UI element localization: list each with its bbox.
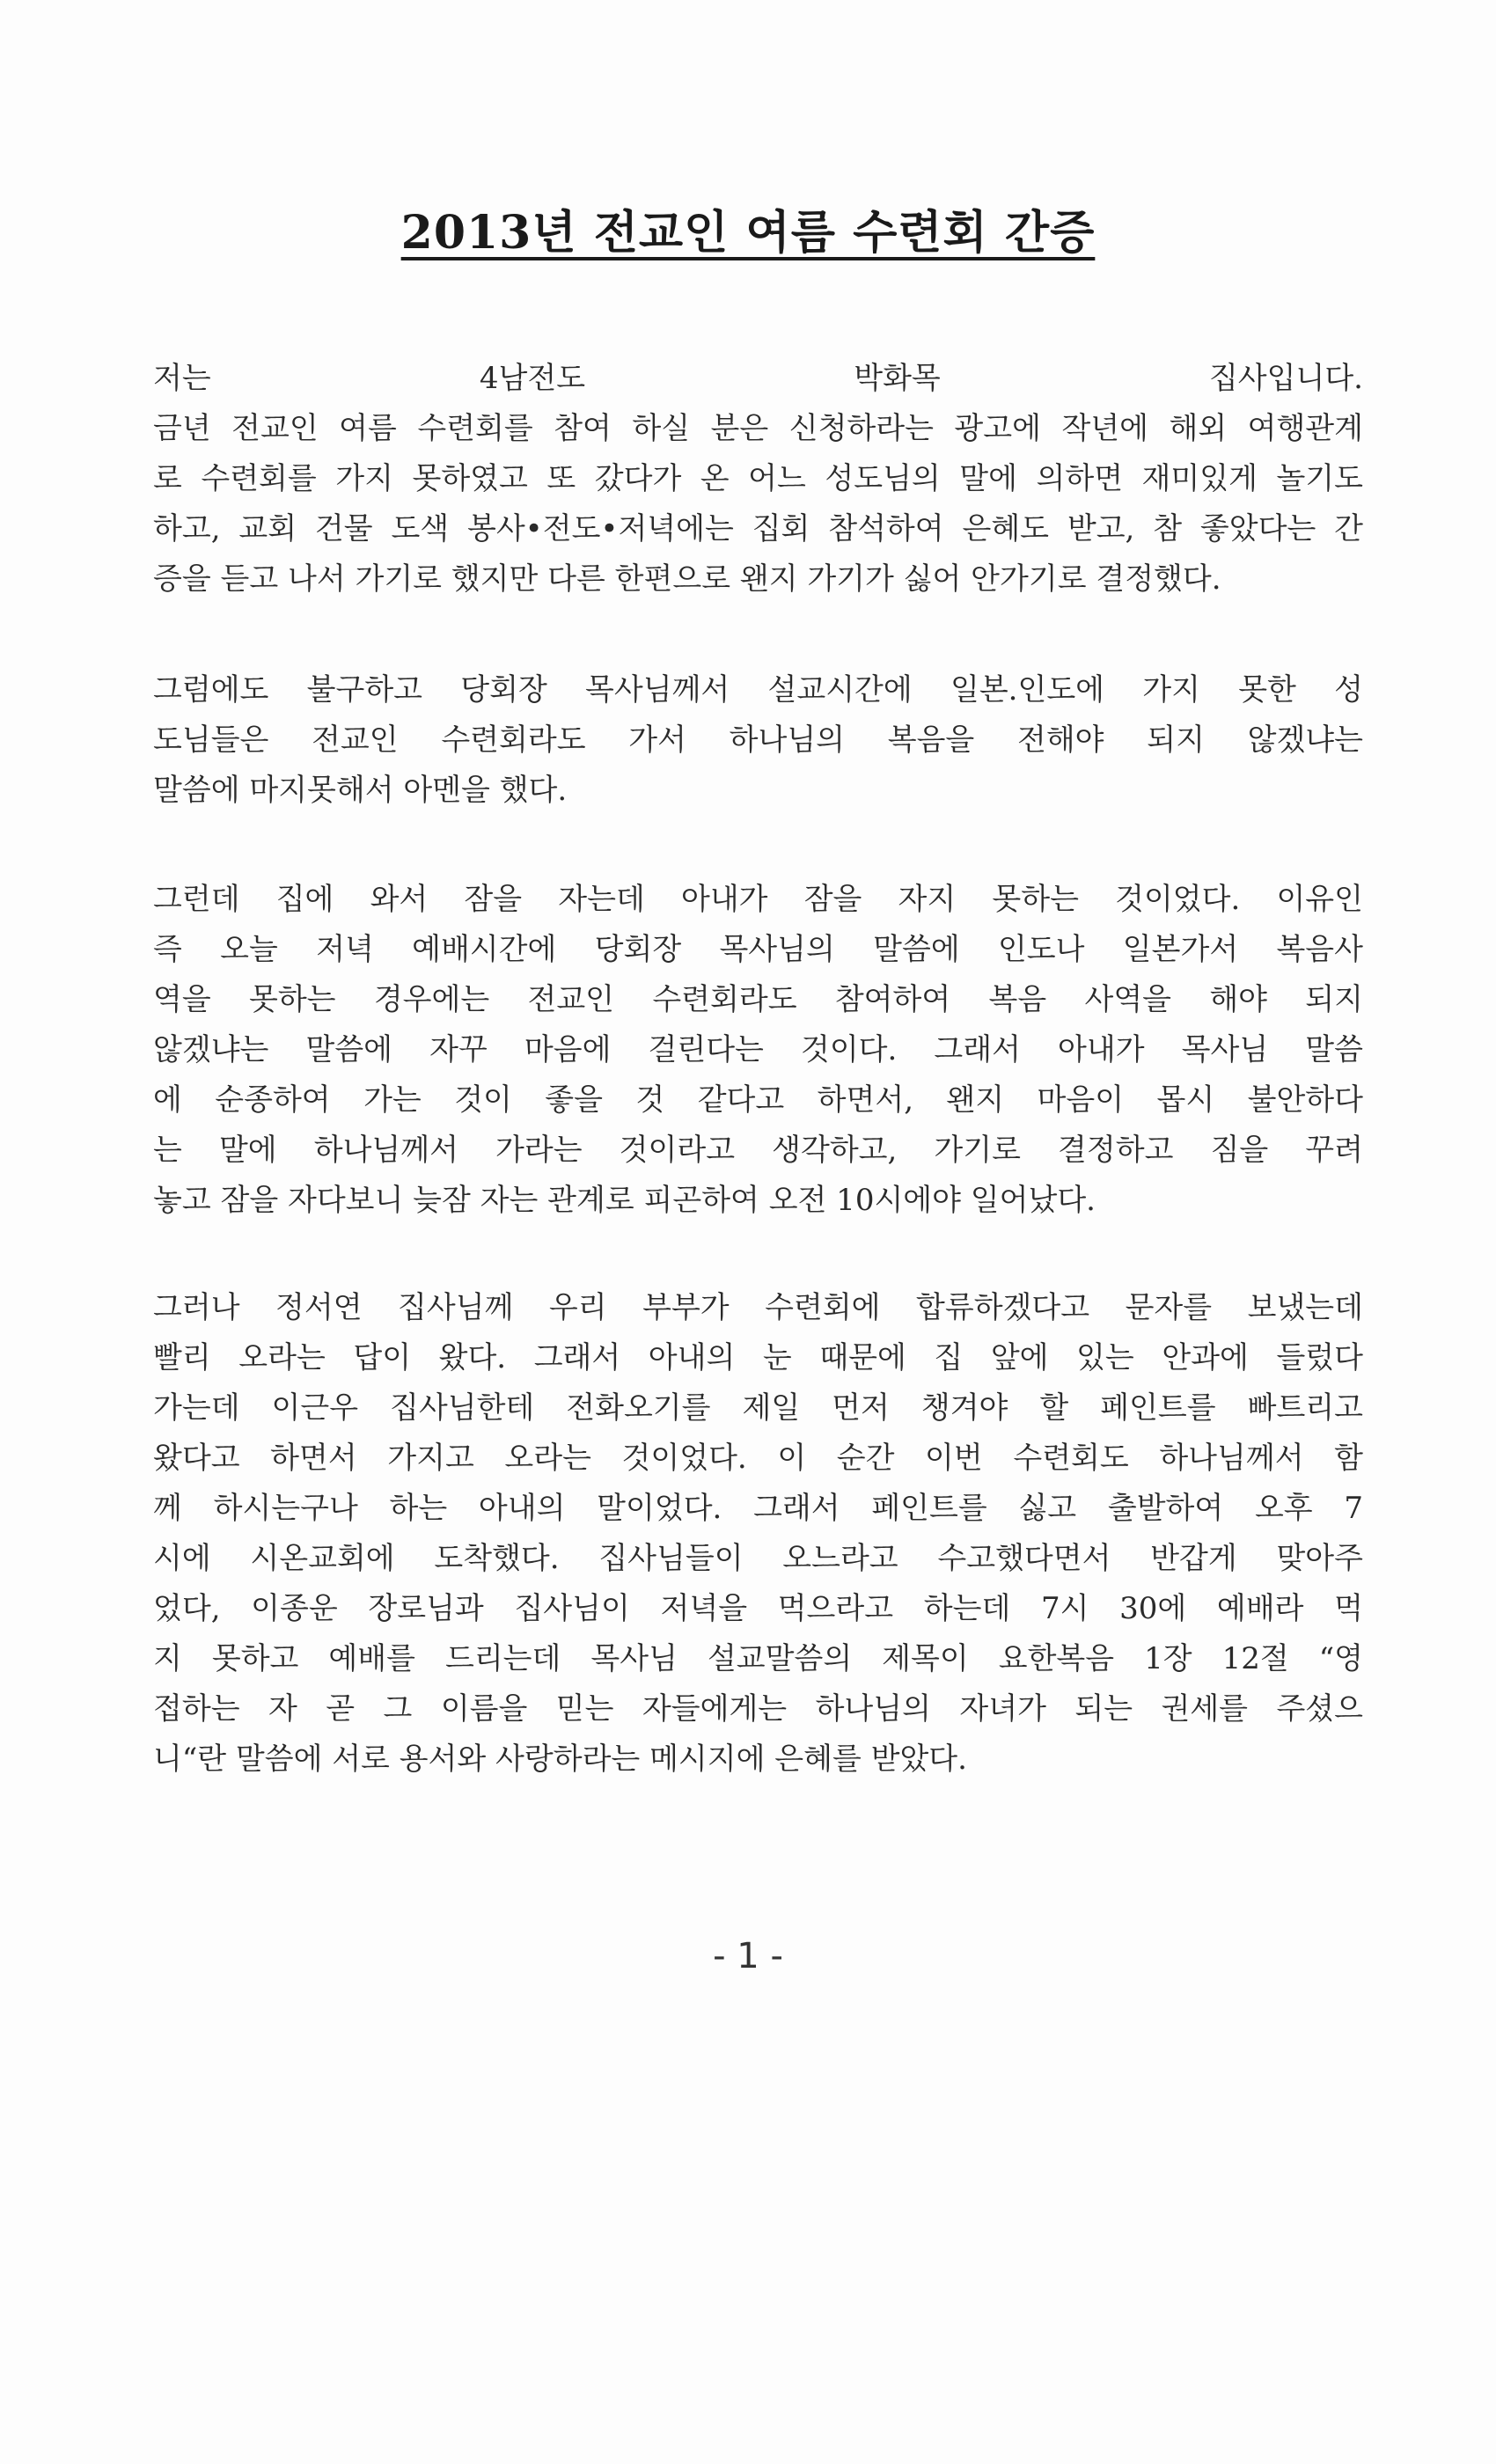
text-line: 금년 전교인 여름 수련회를 참여 하실 분은 신청하라는 광고에 작년에 해외 여행관계 — [153, 411, 1363, 446]
page-number: - 1 - — [713, 1936, 783, 1976]
document-title-block — [0, 195, 1496, 261]
text-line: 놓고 잠을 자다보니 늦잠 자는 관계로 피곤하여 오전 10시에야 일어났다. — [153, 1183, 1096, 1218]
text-line: 께 하시는구나 하는 아내의 말이었다. 그래서 페인트를 싫고 출발하여 오후 7 — [153, 1491, 1363, 1526]
text-line: 역을 못하는 경우에는 전교인 수련회라도 참여하여 복음 사역을 해야 되지 — [153, 982, 1363, 1017]
paragraph-1 — [153, 354, 1363, 605]
text-line: 그럼에도 불구하고 당회장 목사님께서 설교시간에 일본.인도에 가지 못한 성 — [153, 672, 1363, 708]
text-line: 지 못하고 예배를 드리는데 목사님 설교말씀의 제목이 요한복음 1장 12절 “영 — [153, 1641, 1363, 1676]
text-line: 접하는 자 곧 그 이름을 믿는 자들에게는 하나님의 자녀가 되는 권세를 주셨으 — [153, 1691, 1363, 1727]
text-line: 었다, 이종운 장로님과 집사님이 저녁을 먹으라고 하는데 7시 30에 예배라 먹 — [153, 1591, 1363, 1626]
text-line: 않겠냐는 말씀에 자꾸 마음에 걸린다는 것이다. 그래서 아내가 목사님 말씀 — [153, 1032, 1363, 1067]
text-line: 빨리 오라는 답이 왔다. 그래서 아내의 눈 때문에 집 앞에 있는 안과에 들렀다 — [153, 1340, 1363, 1375]
text-line: 그러나 정서연 집사님께 우리 부부가 수련회에 합류하겠다고 문자를 보냈는데 — [153, 1290, 1363, 1325]
paragraph-2 — [153, 665, 1363, 816]
text-line: 니“란 말씀에 서로 용서와 사랑하라는 메시지에 은혜를 받았다. — [153, 1742, 967, 1777]
text-line: 도님들은 전교인 수련회라도 가서 하나님의 복음을 전해야 되지 않겠냐는 — [153, 722, 1363, 758]
text-line: 가는데 이근우 집사님한테 전화오기를 제일 먼저 챙겨야 할 페인트를 빠트리고 — [153, 1390, 1363, 1426]
text-line: 는 말에 하나님께서 가라는 것이라고 생각하고, 가기로 결정하고 짐을 꾸려 — [153, 1133, 1363, 1168]
text-line: 증을 듣고 나서 가기로 했지만 다른 한편으로 왠지 가기가 싫어 안가기로 결정했다. — [153, 561, 1221, 597]
document-title: 2013년 전교인 여름 수련회 간증 — [400, 206, 1096, 260]
text-line: 저는 4남전도 박화목 집사입니다. — [153, 361, 1363, 396]
text-line: 로 수련회를 가지 못하였고 또 갔다가 온 어느 성도님의 말에 의하면 재미있게 놀기도 — [153, 461, 1363, 496]
text-line: 그런데 집에 와서 잠을 자는데 아내가 잠을 자지 못하는 것이었다. 이유인 — [153, 882, 1363, 917]
paragraph-3 — [153, 875, 1363, 1226]
text-line: 시에 시온교회에 도착했다. 집사님들이 오느라고 수고했다면서 반갑게 맞아주 — [153, 1541, 1363, 1576]
text-line: 즉 오늘 저녁 예배시간에 당회장 목사님의 말씀에 인도나 일본가서 복음사 — [153, 932, 1363, 967]
text-line: 하고, 교회 건물 도색 봉사•전도•저녁에는 집회 참석하여 은혜도 받고, 참 좋았다는 간 — [153, 511, 1363, 546]
text-line: 에 순종하여 가는 것이 좋을 것 같다고 하면서, 왠지 마음이 몹시 불안하다 — [153, 1082, 1363, 1118]
text-line: 왔다고 하면서 가지고 오라는 것이었다. 이 순간 이번 수련회도 하나님께서 함 — [153, 1441, 1363, 1476]
text-line: 말씀에 마지못해서 아멘을 했다. — [153, 773, 568, 808]
paragraph-4 — [153, 1283, 1363, 1785]
